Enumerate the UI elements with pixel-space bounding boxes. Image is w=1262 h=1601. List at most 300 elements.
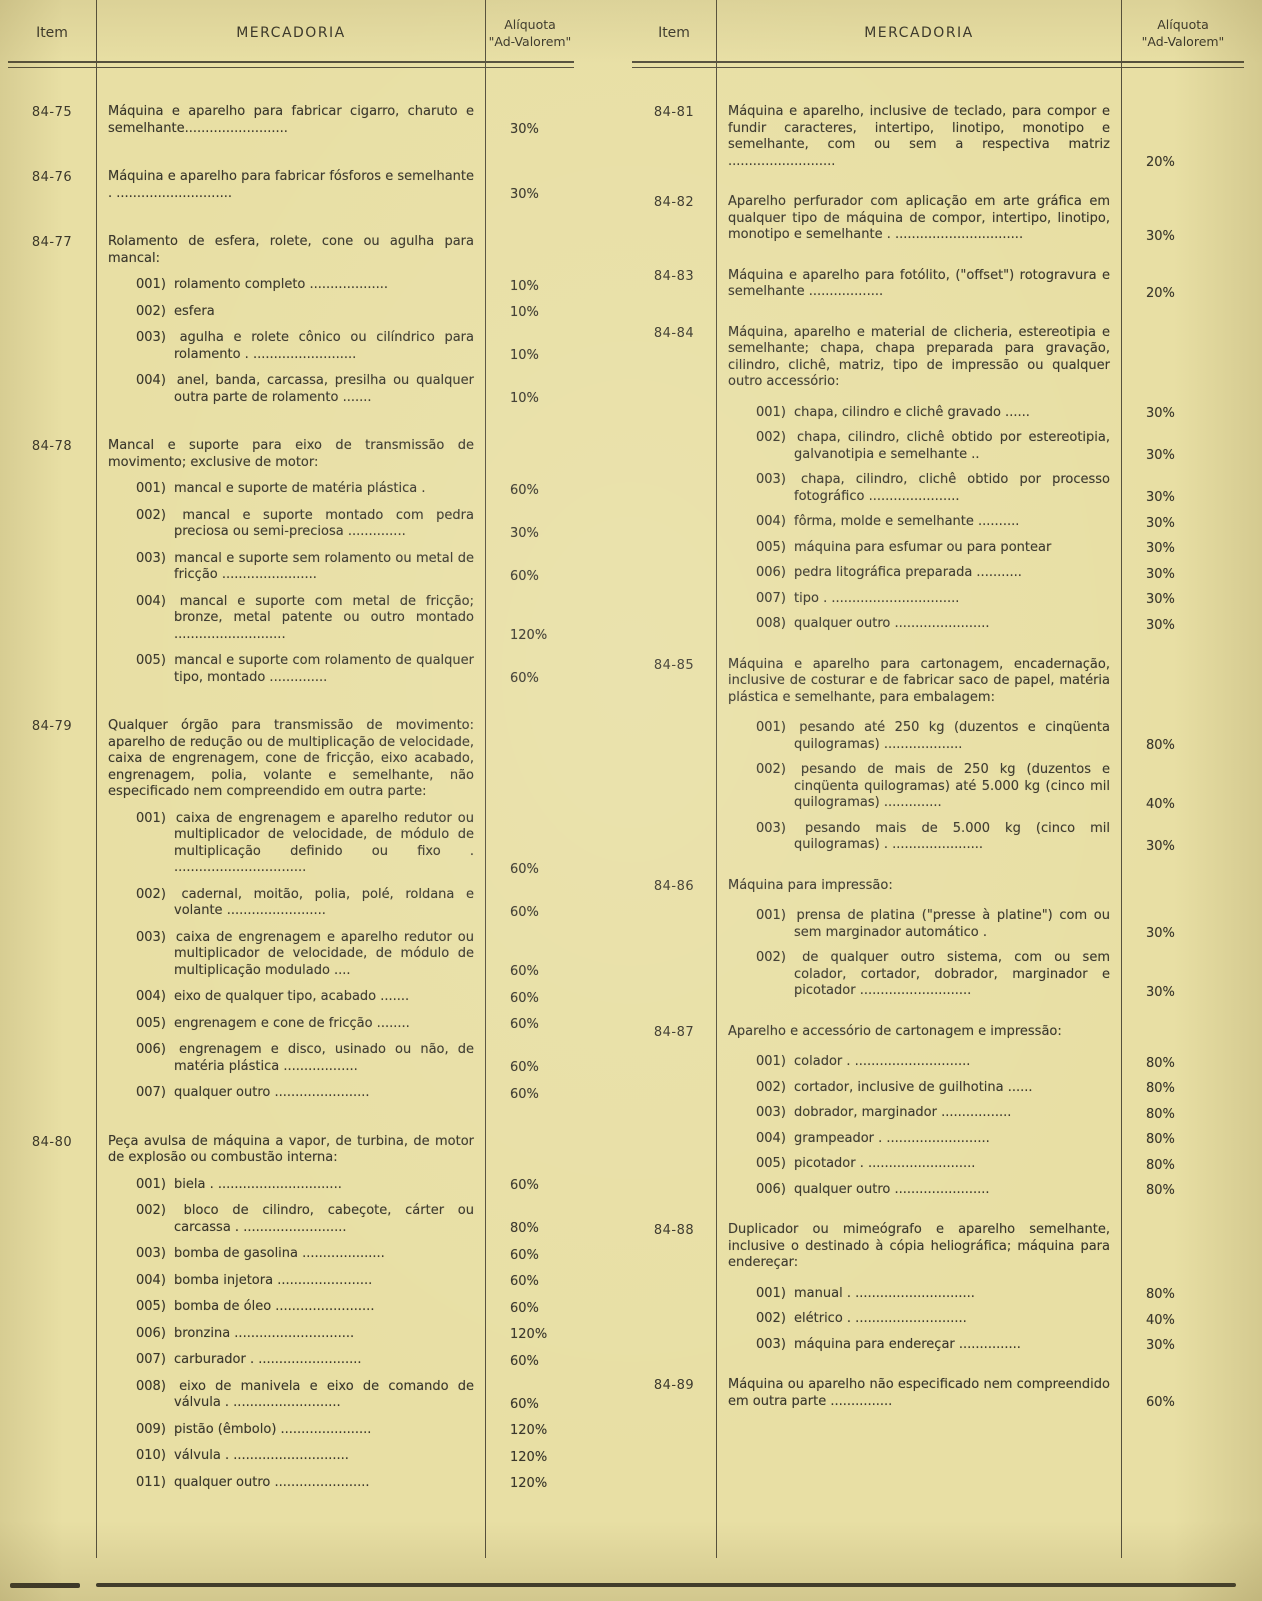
subitem-code: 003) bbox=[136, 1246, 166, 1261]
rate-value: 30% bbox=[1146, 515, 1175, 531]
subitem-row bbox=[8, 1177, 574, 1194]
entry-description: Máquina, aparelho e material de clicheria, estereotipia e semelhante; chapa, chapa preparada para gravação, cilindro, clichê, matriz, tipo de impressão ou qualquer outro accessório: bbox=[728, 324, 1110, 389]
item-code bbox=[8, 887, 96, 888]
subitem-text: 005) bomba de óleo ........................ bbox=[136, 1299, 375, 1314]
rate-value: 80% bbox=[1146, 1183, 1175, 1198]
item-code bbox=[632, 762, 716, 763]
item-code bbox=[8, 1246, 96, 1247]
subitem-code: 005) bbox=[136, 653, 166, 668]
rate-value: 30% bbox=[1146, 617, 1175, 633]
subitem-text: 003) mancal e suporte sem rolamento ou metal de fricção ....................... bbox=[136, 550, 474, 582]
right-column bbox=[632, 0, 1244, 1570]
rate-value: 60% bbox=[510, 904, 539, 920]
subitem-row bbox=[8, 1016, 574, 1033]
entry-intro-row bbox=[8, 1134, 574, 1167]
item-code bbox=[632, 514, 716, 515]
rate-value: 80% bbox=[1146, 1081, 1175, 1096]
subitem-row bbox=[8, 930, 574, 980]
item-code: 84-83 bbox=[653, 268, 695, 284]
subitem-code: 003) bbox=[756, 1105, 786, 1120]
rate-value: 20% bbox=[1146, 155, 1175, 170]
subitem-row bbox=[8, 1085, 574, 1102]
entry-intro-row bbox=[8, 169, 574, 202]
item-code bbox=[8, 1352, 96, 1353]
subitem-code: 001) bbox=[136, 1176, 166, 1192]
subitem-text: 008) eixo de manivela e eixo de comando de válvula . .......................... bbox=[136, 1378, 474, 1410]
rate-value: 120% bbox=[510, 1327, 548, 1342]
rate-value: 60% bbox=[510, 1178, 539, 1193]
entry-description: Peça avulsa de máquina a vapor, de turbina, de motor de explosão ou combustão interna: bbox=[108, 1133, 474, 1165]
subitem-row bbox=[8, 811, 574, 877]
subitem-row bbox=[632, 950, 1244, 1000]
item-code bbox=[632, 472, 716, 473]
rate-value: 30% bbox=[1146, 1338, 1175, 1353]
item-code bbox=[8, 373, 96, 374]
item-code bbox=[8, 653, 96, 654]
header-mercadoria-label: MERCADORIA bbox=[236, 25, 346, 41]
subitem-row bbox=[632, 565, 1244, 582]
rate-value: 30% bbox=[1146, 984, 1175, 1000]
rate-value: 10% bbox=[510, 348, 539, 363]
subitem-code: 003) bbox=[136, 550, 166, 566]
item-code bbox=[8, 1177, 96, 1178]
subitem-row bbox=[632, 1054, 1244, 1071]
item-code bbox=[632, 1156, 716, 1157]
subitem-text: 006) qualquer outro ....................... bbox=[756, 1181, 990, 1197]
entry-intro-row bbox=[632, 104, 1244, 170]
subitem-code: 003) bbox=[756, 472, 786, 487]
item-code bbox=[8, 1273, 96, 1274]
subitem-text: 004) anel, banda, carcassa, presilha ou qualquer outra parte de rolamento ....... bbox=[136, 373, 474, 405]
rate-value: 60% bbox=[510, 482, 539, 498]
subitem-code: 002) bbox=[136, 886, 166, 902]
item-code bbox=[632, 430, 716, 431]
header-rule bbox=[632, 61, 1244, 68]
item-code bbox=[632, 405, 716, 406]
page-bottom-edge-stub bbox=[10, 1583, 80, 1588]
entry-intro-row bbox=[8, 234, 574, 267]
subitem-row bbox=[632, 405, 1244, 422]
header-aliquota-line2: "Ad-Valorem" bbox=[1141, 34, 1225, 49]
item-code bbox=[632, 821, 716, 822]
rate-value: 30% bbox=[1146, 448, 1175, 463]
tariff-entry bbox=[632, 1377, 1244, 1410]
item-code bbox=[8, 330, 96, 331]
item-code: 84-89 bbox=[653, 1378, 695, 1393]
subitem-row bbox=[632, 1080, 1244, 1097]
item-code: 84-76 bbox=[31, 170, 73, 185]
subitem-row bbox=[632, 1131, 1244, 1148]
tariff-entry bbox=[8, 169, 574, 202]
subitem-code: 005) bbox=[136, 1015, 166, 1031]
subitem-row bbox=[8, 594, 574, 644]
rate-value: 10% bbox=[510, 305, 539, 320]
subitem-code: 003) bbox=[756, 1336, 786, 1352]
subitem-row bbox=[8, 481, 574, 498]
subitem-code: 004) bbox=[756, 514, 786, 529]
subitem-text: 002) cadernal, moitão, polia, polé, roldana e volante ........................ bbox=[136, 886, 474, 918]
item-code: 84-80 bbox=[31, 1134, 73, 1150]
subitem-text: 011) qualquer outro ....................... bbox=[136, 1474, 370, 1490]
subitem-code: 002) bbox=[136, 1203, 166, 1218]
item-code bbox=[8, 1016, 96, 1017]
subitem-text: 004) mancal e suporte com metal de fricção; bronze, metal patente ou outro montado ........................... bbox=[136, 593, 474, 642]
rate-value: 120% bbox=[510, 628, 548, 643]
item-code: 84-77 bbox=[31, 235, 73, 250]
column-header bbox=[632, 0, 1244, 58]
subitem-text: 001) colador . ............................ bbox=[756, 1054, 971, 1069]
column-header bbox=[8, 0, 574, 58]
subitem-code: 005) bbox=[756, 539, 786, 555]
subitem-text: 007) tipo . ............................... bbox=[756, 590, 960, 606]
item-code: 84-88 bbox=[653, 1223, 695, 1238]
subitem-text: 003) máquina para endereçar ............... bbox=[756, 1336, 1021, 1352]
subitem-text: 002) esfera bbox=[136, 303, 215, 319]
entries-list-left bbox=[8, 68, 574, 1491]
subitem-row bbox=[632, 1105, 1244, 1122]
subitem-code: 001) bbox=[136, 277, 166, 292]
subitem-row bbox=[8, 1246, 574, 1263]
item-code bbox=[8, 551, 96, 552]
rate-value: 80% bbox=[1146, 1055, 1175, 1071]
subitem-text: 001) biela . .............................. bbox=[136, 1176, 342, 1192]
item-code bbox=[632, 1080, 716, 1081]
subitem-text: 003) dobrador, marginador ................. bbox=[756, 1105, 1012, 1120]
right-column-rule-item bbox=[716, 0, 717, 1558]
subitem-code: 007) bbox=[136, 1352, 166, 1367]
subitem-code: 006) bbox=[756, 1181, 786, 1197]
item-code bbox=[632, 616, 716, 617]
subitem-row bbox=[632, 762, 1244, 812]
entry-description: Máquina e aparelho para fotólito, ("offset") rotogravura e semelhante .................. bbox=[728, 267, 1110, 299]
subitem-code: 004) bbox=[136, 1272, 166, 1288]
subitem-code: 003) bbox=[136, 330, 166, 345]
subitem-text: 002) cortador, inclusive de guilhotina ...... bbox=[756, 1079, 1033, 1095]
item-code bbox=[632, 1311, 716, 1312]
subitem-code: 004) bbox=[756, 1130, 786, 1146]
right-column-rule-rate bbox=[1121, 0, 1122, 1558]
subitem-code: 001) bbox=[756, 1054, 786, 1069]
rate-value: 30% bbox=[1146, 926, 1175, 941]
item-code bbox=[8, 304, 96, 305]
tariff-entry bbox=[632, 1222, 1244, 1353]
rate-value: 30% bbox=[1146, 228, 1175, 244]
header-aliquota-line2: "Ad-Valorem" bbox=[488, 34, 572, 49]
rate-value: 60% bbox=[510, 1274, 539, 1289]
entry-description: Máquina e aparelho, inclusive de teclado, para compor e fundir caracteres, intertipo, linotipo, monotipo e semelhante, com ou sem a respectiva matriz .......................... bbox=[728, 104, 1110, 169]
subitem-text: 002) pesando de mais de 250 kg (duzentos e cinqüenta quilogramas) até 5.000 kg (cinco mil quilogramas) .............. bbox=[756, 762, 1110, 810]
item-code: 84-87 bbox=[653, 1024, 695, 1040]
subitem-row bbox=[8, 887, 574, 920]
item-code bbox=[8, 1042, 96, 1043]
subitem-code: 007) bbox=[756, 590, 786, 606]
rate-value: 30% bbox=[1146, 592, 1175, 607]
subitem-code: 002) bbox=[756, 1079, 786, 1095]
subitem-text: 001) mancal e suporte de matéria plástica . bbox=[136, 481, 426, 496]
entry-intro-row bbox=[632, 1024, 1244, 1041]
subitem-row bbox=[632, 1311, 1244, 1328]
item-code: 84-82 bbox=[653, 195, 695, 210]
subitem-text: 001) rolamento completo ................... bbox=[136, 277, 389, 292]
subitem-row bbox=[8, 508, 574, 541]
rate-value: 30% bbox=[1146, 838, 1175, 854]
rate-value: 80% bbox=[1146, 1287, 1175, 1302]
entry-description: Duplicador ou mimeógrafo e aparelho semelhante, inclusive o destinado à cópia heliográfica; máquina para endereçar: bbox=[728, 1222, 1110, 1270]
item-code bbox=[632, 1337, 716, 1338]
subitem-code: 010) bbox=[136, 1448, 166, 1463]
subitem-text: 008) qualquer outro ....................... bbox=[756, 616, 990, 631]
rate-value: 30% bbox=[510, 525, 539, 541]
item-code bbox=[8, 1475, 96, 1476]
header-aliquota-line1: Alíquota bbox=[1157, 17, 1209, 32]
subitem-row bbox=[632, 1286, 1244, 1303]
subitem-code: 005) bbox=[136, 1299, 166, 1314]
item-code bbox=[632, 950, 716, 951]
item-code bbox=[8, 594, 96, 595]
tariff-entry bbox=[632, 104, 1244, 170]
subitem-row bbox=[8, 1448, 574, 1465]
subitem-row bbox=[632, 616, 1244, 633]
rate-value: 60% bbox=[510, 671, 539, 686]
rate-value: 60% bbox=[510, 861, 539, 877]
subitem-text: 002) mancal e suporte montado com pedra preciosa ou semi-preciosa .............. bbox=[136, 507, 474, 539]
subitem-text: 001) prensa de platina ("presse à platine") com ou sem marginador automático . bbox=[756, 908, 1110, 940]
subitem-code: 005) bbox=[756, 1156, 786, 1171]
rate-value: 60% bbox=[510, 1353, 539, 1369]
tariff-entry bbox=[8, 438, 574, 686]
subitem-text: 004) bomba injetora ....................... bbox=[136, 1272, 373, 1288]
tariff-entry bbox=[8, 104, 574, 137]
entry-description: Rolamento de esfera, rolete, cone ou agulha para mancal: bbox=[108, 234, 474, 266]
rate-value: 60% bbox=[510, 964, 539, 979]
subitem-text: 003) caixa de engrenagem e aparelho redutor ou multiplicador de velocidade, de módulo de multiplicação modulado .... bbox=[136, 929, 474, 978]
subitem-code: 001) bbox=[756, 908, 786, 923]
header-item-label: Item bbox=[36, 25, 68, 41]
item-code bbox=[8, 1379, 96, 1380]
subitem-text: 005) máquina para esfumar ou para pontear bbox=[756, 539, 1052, 555]
header-item-label: Item bbox=[658, 25, 690, 41]
subitem-row bbox=[632, 1156, 1244, 1173]
rate-value: 80% bbox=[1146, 1132, 1175, 1147]
subitem-code: 004) bbox=[136, 373, 166, 388]
tariff-entry bbox=[632, 325, 1244, 633]
entry-description: Aparelho perfurador com aplicação em arte gráfica em qualquer tipo de máquina de compor, intertipo, linotipo, monotipo e semelhante . ............................... bbox=[728, 194, 1110, 242]
subitem-row bbox=[632, 514, 1244, 531]
subitem-text: 002) bloco de cilindro, cabeçote, cárter ou carcassa . ......................... bbox=[136, 1203, 474, 1235]
rate-value: 10% bbox=[510, 278, 539, 294]
left-column-rule-item bbox=[96, 0, 97, 1558]
entries-list-right bbox=[632, 68, 1244, 1410]
item-code bbox=[632, 720, 716, 721]
header-aliquota-label bbox=[486, 16, 574, 50]
subitem-row bbox=[632, 1337, 1244, 1354]
subitem-text: 007) qualquer outro ....................... bbox=[136, 1085, 370, 1100]
subitem-text: 005) mancal e suporte com rolamento de qualquer tipo, montado .............. bbox=[136, 653, 474, 685]
rate-value: 60% bbox=[510, 568, 539, 584]
item-code bbox=[8, 989, 96, 990]
subitem-row bbox=[8, 1475, 574, 1492]
subitem-row bbox=[632, 472, 1244, 505]
subitem-text: 005) engrenagem e cone de fricção ........ bbox=[136, 1015, 410, 1031]
item-code bbox=[632, 565, 716, 566]
item-code bbox=[8, 1299, 96, 1300]
subitem-text: 003) agulha e rolete cônico ou cilíndrico para rolamento . ......................... bbox=[136, 330, 474, 362]
rate-value: 60% bbox=[510, 1247, 539, 1263]
subitem-code: 001) bbox=[756, 720, 786, 735]
subitem-code: 004) bbox=[136, 593, 166, 609]
subitem-text: 003) chapa, cilindro, clichê obtido por processo fotográfico ...................... bbox=[756, 472, 1110, 504]
item-code bbox=[632, 591, 716, 592]
rate-value: 60% bbox=[510, 1086, 539, 1102]
subitem-row bbox=[8, 1203, 574, 1236]
entry-description: Máquina e aparelho para fabricar cigarro, charuto e semelhante......................... bbox=[108, 104, 474, 136]
subitem-row bbox=[8, 551, 574, 584]
subitem-row bbox=[8, 1379, 574, 1412]
item-code bbox=[632, 1182, 716, 1183]
subitem-code: 002) bbox=[756, 1311, 786, 1326]
subitem-text: 003) bomba de gasolina .................... bbox=[136, 1246, 385, 1261]
rate-value: 10% bbox=[510, 391, 539, 406]
subitem-text: 001) manual . ............................. bbox=[756, 1285, 975, 1301]
rate-value: 30% bbox=[1146, 566, 1175, 582]
subitem-code: 004) bbox=[136, 989, 166, 1004]
subitem-code: 003) bbox=[756, 820, 786, 836]
subitem-text: 001) caixa de engrenagem e aparelho redutor ou multiplicador de velocidade, de módulo de multiplicação definido ou fixo . ................................ bbox=[136, 810, 474, 875]
rate-value: 80% bbox=[1146, 738, 1175, 753]
rate-value: 20% bbox=[1146, 285, 1175, 301]
rate-value: 120% bbox=[510, 1423, 548, 1438]
item-code bbox=[8, 811, 96, 812]
left-column bbox=[8, 0, 574, 1570]
subitem-code: 001) bbox=[756, 1285, 786, 1301]
tariff-entry bbox=[632, 1024, 1244, 1199]
item-code: 84-85 bbox=[653, 657, 695, 673]
subitem-row bbox=[8, 373, 574, 406]
item-code: 84-81 bbox=[653, 105, 695, 120]
subitem-code: 002) bbox=[136, 303, 166, 319]
subitem-text: 010) válvula . ............................ bbox=[136, 1448, 349, 1463]
entry-description: Mancal e suporte para eixo de transmissão de movimento; exclusive de motor: bbox=[108, 438, 474, 470]
item-code bbox=[632, 908, 716, 909]
rate-value: 120% bbox=[510, 1449, 548, 1465]
subitem-code: 011) bbox=[136, 1474, 166, 1490]
rate-value: 60% bbox=[510, 1300, 539, 1316]
item-code: 84-79 bbox=[31, 719, 73, 734]
subitem-row bbox=[632, 720, 1244, 753]
rate-value: 40% bbox=[1146, 796, 1175, 812]
subitem-row bbox=[8, 304, 574, 321]
entry-description: Qualquer órgão para transmissão de movimento: aparelho de redução ou de multiplicação de velocidade, caixa de engrenagem, cone de fricção, eixo acabado, engrenagem, polia, volante e semelhante, não especificado nem compreendido em outra parte: bbox=[108, 718, 474, 799]
rate-value: 80% bbox=[510, 1221, 539, 1236]
rate-value: 30% bbox=[1146, 541, 1175, 556]
rate-value: 30% bbox=[1146, 490, 1175, 505]
subitem-row bbox=[8, 1042, 574, 1075]
item-code bbox=[632, 540, 716, 541]
subitem-code: 001) bbox=[136, 810, 166, 826]
subitem-text: 004) eixo de qualquer tipo, acabado ....... bbox=[136, 989, 410, 1004]
rate-value: 40% bbox=[1146, 1312, 1175, 1328]
entry-description: Máquina ou aparelho não especificado nem compreendido em outra parte ............... bbox=[728, 1377, 1110, 1409]
subitem-text: 009) pistão (êmbolo) ...................... bbox=[136, 1421, 372, 1437]
subitem-text: 005) picotador . .......................... bbox=[756, 1156, 976, 1171]
subitem-row bbox=[632, 540, 1244, 557]
item-code bbox=[632, 1286, 716, 1287]
header-aliquota-line1: Alíquota bbox=[504, 17, 556, 32]
entry-intro-row bbox=[8, 718, 574, 801]
subitem-row bbox=[8, 1352, 574, 1369]
subitem-text: 006) engrenagem e disco, usinado ou não, de matéria plástica .................. bbox=[136, 1042, 474, 1074]
item-code bbox=[8, 481, 96, 482]
tariff-entry bbox=[8, 234, 574, 406]
subitem-code: 006) bbox=[756, 565, 786, 580]
entry-intro-row bbox=[632, 657, 1244, 707]
item-code: 84-86 bbox=[653, 878, 695, 894]
subitem-code: 001) bbox=[756, 404, 786, 420]
rate-value: 30% bbox=[1146, 406, 1175, 421]
rate-value: 120% bbox=[510, 1476, 548, 1491]
rate-value: 60% bbox=[510, 1396, 539, 1412]
page-bottom-edge bbox=[96, 1583, 1236, 1587]
header-mercadoria-label: MERCADORIA bbox=[864, 25, 974, 41]
subitem-row bbox=[632, 1182, 1244, 1199]
entry-intro-row bbox=[632, 194, 1244, 244]
subitem-row bbox=[8, 330, 574, 363]
item-code: 84-78 bbox=[31, 439, 73, 454]
rate-value: 60% bbox=[510, 1017, 539, 1032]
entry-description: Aparelho e accessório de cartonagem e impressão: bbox=[728, 1023, 1062, 1039]
rate-value: 60% bbox=[1146, 1395, 1175, 1410]
entry-description: Máquina e aparelho para fabricar fósforos e semelhante . ............................ bbox=[108, 169, 474, 201]
entry-intro-row bbox=[8, 104, 574, 137]
tariff-entry bbox=[632, 194, 1244, 244]
subitem-code: 003) bbox=[136, 929, 166, 945]
item-code bbox=[8, 1422, 96, 1423]
subitem-row bbox=[632, 430, 1244, 463]
subitem-code: 002) bbox=[756, 430, 786, 445]
subitem-row bbox=[8, 1326, 574, 1343]
item-code bbox=[8, 930, 96, 931]
subitem-code: 006) bbox=[136, 1325, 166, 1341]
tariff-entry bbox=[8, 718, 574, 1102]
entry-description: Máquina para impressão: bbox=[728, 877, 893, 893]
entry-description: Máquina e aparelho para cartonagem, encadernação, inclusive de costurar e de fabricar saco de papel, matéria plástica e semelhante, para embalagem: bbox=[728, 656, 1110, 705]
rate-value: 80% bbox=[1146, 1106, 1175, 1122]
item-code bbox=[8, 1326, 96, 1327]
entry-intro-row bbox=[632, 878, 1244, 895]
subitem-text: 001) chapa, cilindro e clichê gravado ...... bbox=[756, 404, 1030, 420]
subitem-text: 002) de qualquer outro sistema, com ou sem colador, cortador, dobrador, marginador e picotador ........................... bbox=[756, 950, 1110, 998]
subitem-text: 007) carburador . ......................... bbox=[136, 1352, 362, 1367]
subitem-text: 002) elétrico . ........................... bbox=[756, 1311, 967, 1326]
item-code bbox=[632, 1131, 716, 1132]
entry-intro-row bbox=[632, 1377, 1244, 1410]
subitem-code: 007) bbox=[136, 1085, 166, 1100]
item-code bbox=[8, 1448, 96, 1449]
subitem-row bbox=[8, 277, 574, 294]
entry-intro-row bbox=[632, 325, 1244, 391]
subitem-code: 002) bbox=[136, 507, 166, 523]
item-code: 84-84 bbox=[653, 325, 695, 341]
rate-value: 30% bbox=[510, 122, 539, 137]
entry-intro-row bbox=[632, 268, 1244, 301]
subitem-code: 002) bbox=[756, 762, 786, 777]
subitem-code: 001) bbox=[136, 481, 166, 496]
tariff-entry bbox=[632, 878, 1244, 1000]
subitem-row bbox=[8, 1273, 574, 1290]
subitem-text: 004) grampeador . ......................... bbox=[756, 1130, 990, 1146]
subitem-text: 006) bronzina ............................. bbox=[136, 1325, 355, 1341]
subitem-row bbox=[632, 821, 1244, 854]
